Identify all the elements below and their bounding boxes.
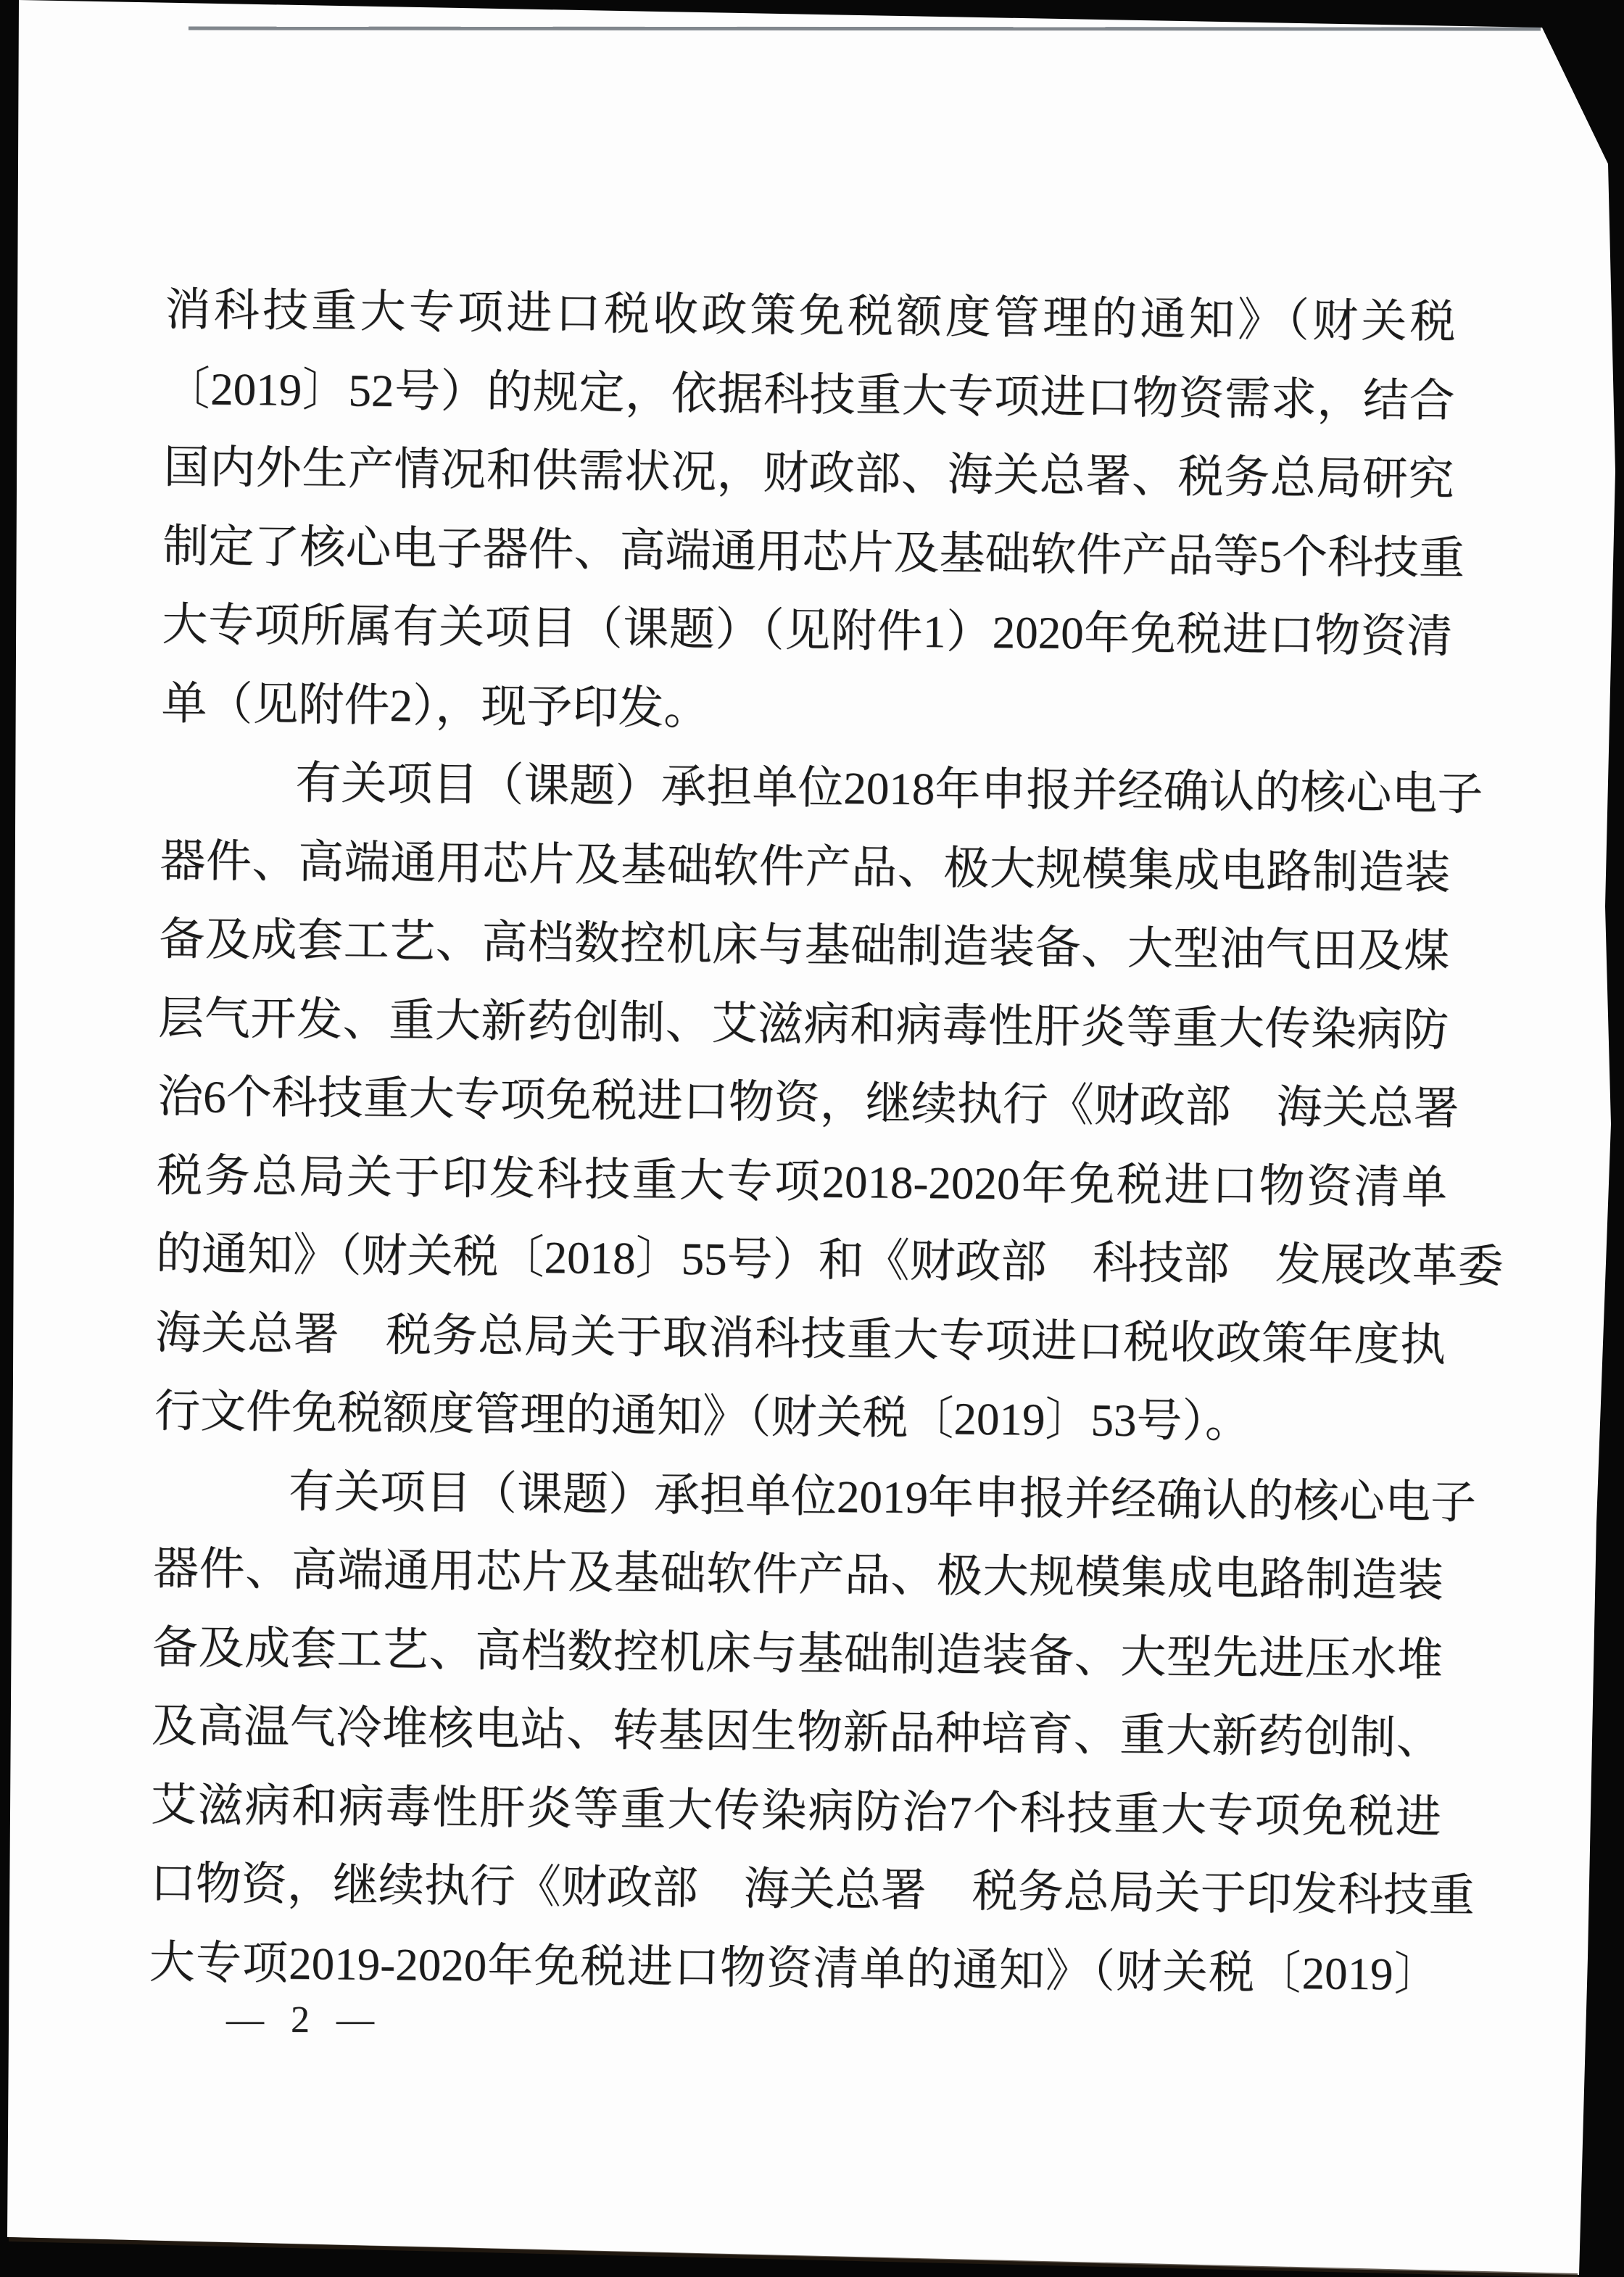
text-line: 口物资，继续执行《财政部 海关总署 税务总局关于印发科技重 (149, 1857, 1475, 1922)
text-line: 及高温气冷堆核电站、转基因生物新品种培育、重大新药创制、 (151, 1700, 1443, 1764)
text-line: 备及成套工艺、高档数控机床与基础制造装备、大型油气田及煤 (158, 913, 1450, 978)
text-line: 税务总局关于印发科技重大专项2018-2020年免税进口物资清单 (156, 1149, 1448, 1214)
text-line: 单（见附件2），现予印发。 (161, 677, 710, 735)
text-line: 层气开发、重大新药创制、艾滋病和病毒性肝炎等重大传染病防 (157, 992, 1449, 1057)
text-line: 〔2019〕52号）的规定，依据科技重大专项进口物资需求，结合 (164, 363, 1455, 427)
text-line: 行文件免税额度管理的通知》（财关税〔2019〕53号）。 (154, 1385, 1251, 1447)
text-line: 艾滋病和病毒性肝炎等重大传染病防治7个科技重大专项免税进 (150, 1779, 1442, 1843)
text-line: 备及成套工艺、高档数控机床与基础制造装备、大型先进压水堆 (152, 1621, 1443, 1685)
text-line: 的通知》（财关税〔2018〕55号）和《财政部 科技部 发展改革委 (155, 1228, 1504, 1292)
text-line: 治6个科技重大专项免税进口物资，继续执行《财政部 海关总署 (157, 1070, 1459, 1135)
text-line: 有关项目（课题）承担单位2018年申报并经确认的核心电子 (295, 757, 1483, 820)
document-text (146, 0, 1504, 2277)
page-number: — 2 — (226, 1999, 383, 2041)
text-line: 器件、高端通用芯片及基础软件产品、极大规模集成电路制造装 (159, 835, 1451, 899)
text-line: 海关总署 税务总局关于取消科技重大专项进口税收政策年度执 (154, 1307, 1446, 1371)
text-line: 制定了核心电子器件、高端通用芯片及基础软件产品等5个科技重 (162, 520, 1465, 584)
text-line: 有关项目（课题）承担单位2019年申报并经确认的核心电子 (288, 1466, 1477, 1529)
text-line: 消科技重大专项进口税收政策免税额度管理的通知》（财关税 (165, 284, 1456, 348)
text-line: 大专项所属有关项目（课题）（见附件1）2020年免税进口物资清 (162, 598, 1453, 663)
text-line: 大专项2019-2020年免税进口物资清单的通知》（财关税〔2019〕 (149, 1936, 1441, 2000)
text-line: 器件、高端通用芯片及基础软件产品、极大规模集成电路制造装 (152, 1542, 1444, 1607)
text-line: 国内外生产情况和供需状况，财政部、海关总署、税务总局研究 (163, 441, 1454, 505)
